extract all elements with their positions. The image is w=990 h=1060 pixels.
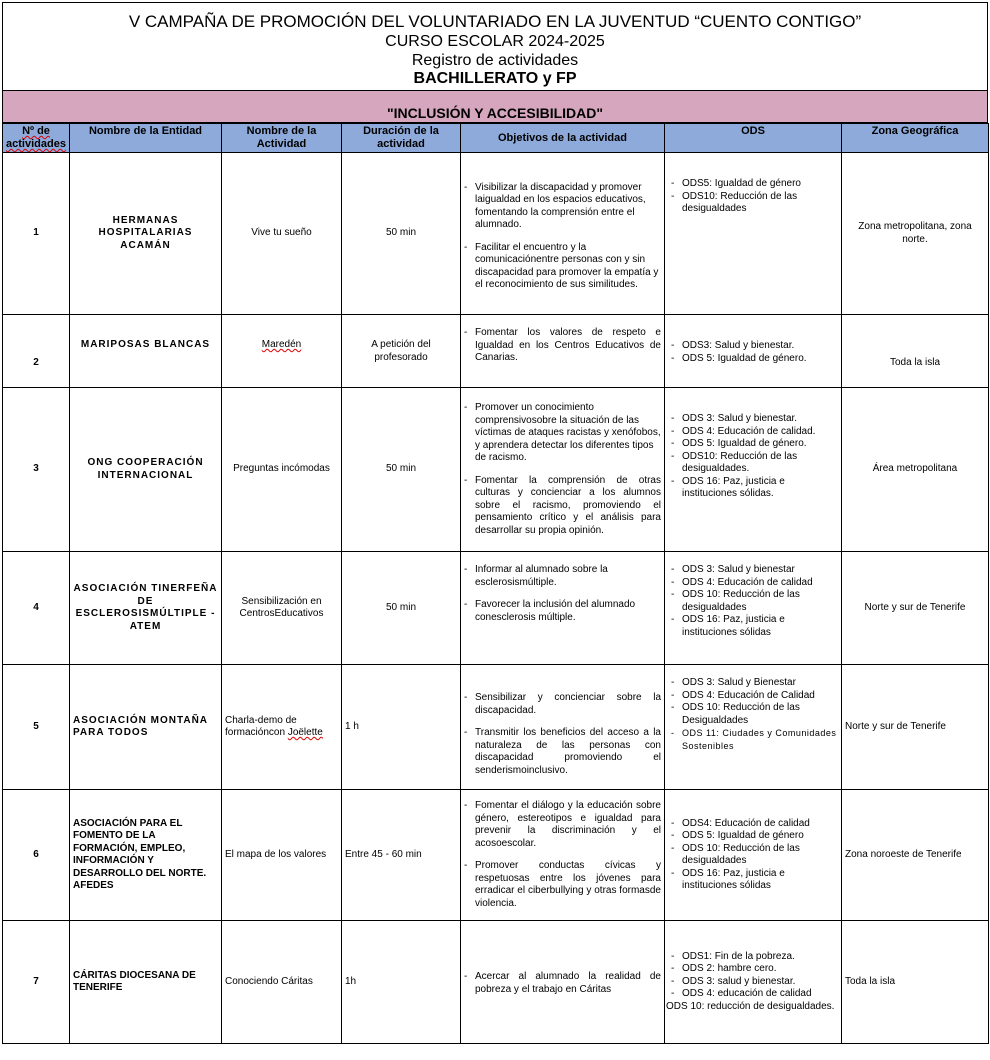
objectives-cell bbox=[461, 552, 665, 665]
objective-item: - Fomentar la comprensión de otras culturas y concienciar a los alumnos sobre el racismo, promoviendo el pensamiento crítico y el análisis para desarrollar su propia opinión. bbox=[464, 475, 661, 538]
objective-item: - Fomentar el diálogo y la educación sobre género, estereotipos e igualdad para prevenir la discriminación y el acosoescolar. bbox=[464, 800, 661, 850]
geographic-zone: Área metropolitana bbox=[842, 388, 989, 552]
objectives-cell bbox=[461, 388, 665, 552]
ods-item: - ODS 5: Igualdad de género bbox=[671, 830, 838, 843]
ods-item: - ODS 3: Salud y bienestar. bbox=[671, 413, 838, 426]
entity-name: MARIPOSAS BLANCAS bbox=[70, 315, 222, 388]
objective-item: - Facilitar el encuentro y la comunicaciónentre personas con y sin discapacidad para promover la empatía y el reconocimiento de sus similitudes. bbox=[464, 242, 661, 292]
row-number: 5 bbox=[3, 665, 70, 790]
table-row bbox=[3, 552, 989, 665]
entity-name: CÁRITAS DIOCESANA DE TENERIFE bbox=[70, 921, 222, 1044]
activity-duration: 50 min bbox=[342, 153, 461, 315]
ods-cell bbox=[665, 315, 842, 388]
objectives-cell bbox=[461, 665, 665, 790]
objectives-cell bbox=[461, 921, 665, 1044]
geographic-zone: Norte y sur de Tenerife bbox=[842, 665, 989, 790]
table-row bbox=[3, 153, 989, 315]
entity-name: ASOCIACIÓN PARA EL FOMENTO DE LA FORMACIÓN, EMPLEO, INFORMACIÓN Y DESARROLLO DEL NORTE. AFEDES bbox=[70, 790, 222, 921]
entity-name: HERMANAS HOSPITALARIAS ACAMÁN bbox=[70, 153, 222, 315]
entity-name: ASOCIACIÓN MONTAÑA PARA TODOS bbox=[70, 665, 222, 790]
objective-item: - Transmitir los beneficios del acceso a la naturaleza de las personas con discapacidad promoviendo el senderismoinclusivo. bbox=[464, 727, 661, 777]
col-header-num: Nº de actividades bbox=[3, 124, 70, 153]
objective-item: - Visibilizar la discapacidad y promover laigualdad en los espacios educativos, fomentando la comprensión entre el alumnado. bbox=[464, 182, 661, 232]
col-header-zone: Zona Geográfica bbox=[842, 124, 989, 153]
document bbox=[2, 2, 988, 1044]
col-header-ods: ODS bbox=[665, 124, 842, 153]
ods-item: - ODS3: Salud y bienestar. bbox=[671, 340, 838, 353]
table-header-row bbox=[3, 124, 989, 153]
objective-item: - Sensibilizar y concienciar sobre la discapacidad. bbox=[464, 692, 661, 717]
ods-item: - ODS 5: Igualdad de género. bbox=[671, 353, 838, 366]
ods-cell bbox=[665, 552, 842, 665]
objective-item: - Promover un conocimiento comprensivosobre la situación de las víctimas de ataques racistas y xenófobos, y aprendera detectar los diferentes tipos de racismo. bbox=[464, 402, 661, 465]
register-subtitle: Registro de actividades bbox=[411, 52, 579, 69]
ods-item: - ODS 16: Paz, justicia e instituciones sólidas bbox=[671, 868, 838, 893]
ods-item: - ODS 2: hambre cero. bbox=[671, 963, 838, 976]
ods-item: - ODS10: Reducción de las desigualdades bbox=[671, 191, 838, 216]
activities-table bbox=[2, 123, 989, 1044]
activity-name: Charla-demo de formacióncon Joëlette bbox=[222, 665, 342, 790]
row-number: 7 bbox=[3, 921, 70, 1044]
col-header-entity: Nombre de la Entidad bbox=[70, 124, 222, 153]
ods-item: - ODS 3: salud y bienestar. bbox=[671, 976, 838, 989]
ods-item: - ODS 3: Salud y Bienestar bbox=[671, 677, 838, 690]
ods-extra-note: ODS 10: reducción de desigualdades. bbox=[666, 1000, 835, 1012]
ods-item: - ODS 4: educación de calidad bbox=[671, 988, 838, 1001]
col-header-objectives: Objetivos de la actividad bbox=[461, 124, 665, 153]
course-year: CURSO ESCOLAR 2024-2025 bbox=[385, 33, 605, 50]
ods-item: - ODS 16: Paz, justicia e instituciones sólidas bbox=[671, 614, 838, 639]
geographic-zone: Norte y sur de Tenerife bbox=[842, 552, 989, 665]
row-number: 1 bbox=[3, 153, 70, 315]
ods-item: - ODS4: Educación de calidad bbox=[671, 818, 838, 831]
geographic-zone: Zona metropolitana, zona norte. bbox=[842, 153, 989, 315]
activity-duration: A petición del profesorado bbox=[342, 315, 461, 388]
objective-item: - Informar al alumnado sobre la esclerosismúltiple. bbox=[464, 564, 661, 589]
table-row bbox=[3, 790, 989, 921]
theme-banner: "INCLUSIÓN Y ACCESIBILIDAD" bbox=[2, 90, 988, 123]
table-row bbox=[3, 665, 989, 790]
row-number: 6 bbox=[3, 790, 70, 921]
objective-item: - Acercar al alumnado la realidad de pobreza y el trabajo en Cáritas bbox=[464, 971, 661, 996]
table-row bbox=[3, 388, 989, 552]
ods-item: - ODS 4: Educación de calidad bbox=[671, 577, 838, 590]
ods-item: - ODS1: Fin de la pobreza. bbox=[671, 951, 838, 964]
activity-duration: 1h bbox=[342, 921, 461, 1044]
objective-item: - Promover conductas cívicas y respetuosas entre los jóvenes para erradicar el ciberbullying y otras formasde violencia. bbox=[464, 860, 661, 910]
ods-item: - ODS 11: Ciudades y Comunidades Sostenibles bbox=[671, 727, 838, 752]
ods-cell bbox=[665, 665, 842, 790]
table-row bbox=[3, 315, 989, 388]
geographic-zone: Toda la isla bbox=[842, 921, 989, 1044]
activity-name: Preguntas incómodas bbox=[222, 388, 342, 552]
ods-item: - ODS10: Reducción de las desigualdades. bbox=[671, 451, 838, 476]
activity-name: Vive tu sueño bbox=[222, 153, 342, 315]
activity-name: Conociendo Cáritas bbox=[222, 921, 342, 1044]
col-header-duration: Duración de la actividad bbox=[342, 124, 461, 153]
ods-item: - ODS 4: Educación de calidad. bbox=[671, 426, 838, 439]
education-level: BACHILLERATO y FP bbox=[413, 70, 577, 87]
campaign-title: V CAMPAÑA DE PROMOCIÓN DEL VOLUNTARIADO EN LA JUVENTUD “CUENTO CONTIGO” bbox=[128, 12, 862, 31]
activity-name: El mapa de los valores bbox=[222, 790, 342, 921]
activity-duration: 1 h bbox=[342, 665, 461, 790]
ods-cell bbox=[665, 153, 842, 315]
activity-name: Sensibilización en CentrosEducativos bbox=[222, 552, 342, 665]
ods-item: - ODS5: Igualdad de género bbox=[671, 178, 838, 191]
objectives-cell bbox=[461, 153, 665, 315]
entity-name: ONG COOPERACIÓN INTERNACIONAL bbox=[70, 388, 222, 552]
row-number: 3 bbox=[3, 388, 70, 552]
entity-name: ASOCIACIÓN TINERFEÑA DE ESCLEROSISMÚLTIPLE - ATEM bbox=[70, 552, 222, 665]
activity-duration: 50 min bbox=[342, 388, 461, 552]
ods-item: - ODS 4: Educación de Calidad bbox=[671, 690, 838, 703]
document-header bbox=[2, 2, 988, 90]
geographic-zone: Zona noroeste de Tenerife bbox=[842, 790, 989, 921]
activity-name: Maredén bbox=[222, 315, 342, 388]
ods-item: - ODS 10: Reducción de las desigualdades bbox=[671, 843, 838, 868]
table-row bbox=[3, 921, 989, 1044]
row-number: 4 bbox=[3, 552, 70, 665]
objective-item: - Fomentar los valores de respeto e Igualdad en los Centros Educativos de Canarias. bbox=[464, 327, 661, 365]
activity-duration: Entre 45 - 60 min bbox=[342, 790, 461, 921]
ods-item: - ODS 3: Salud y bienestar bbox=[671, 564, 838, 577]
objective-item: - Favorecer la inclusión del alumnado conesclerosis múltiple. bbox=[464, 599, 661, 624]
objectives-cell bbox=[461, 790, 665, 921]
ods-item: - ODS 10: Reducción de las desigualdades bbox=[671, 589, 838, 614]
ods-cell bbox=[665, 790, 842, 921]
ods-cell bbox=[665, 921, 842, 1044]
objectives-cell bbox=[461, 315, 665, 388]
ods-item: - ODS 16: Paz, justicia e instituciones sólidas. bbox=[671, 476, 838, 501]
geographic-zone: Toda la isla bbox=[842, 315, 989, 388]
ods-cell bbox=[665, 388, 842, 552]
activity-duration: 50 min bbox=[342, 552, 461, 665]
ods-item: - ODS 10: Reducción de las Desigualdades bbox=[671, 702, 838, 727]
col-header-activity: Nombre de la Actividad bbox=[222, 124, 342, 153]
ods-item: - ODS 5: Igualdad de género. bbox=[671, 438, 838, 451]
row-number: 2 bbox=[3, 315, 70, 388]
